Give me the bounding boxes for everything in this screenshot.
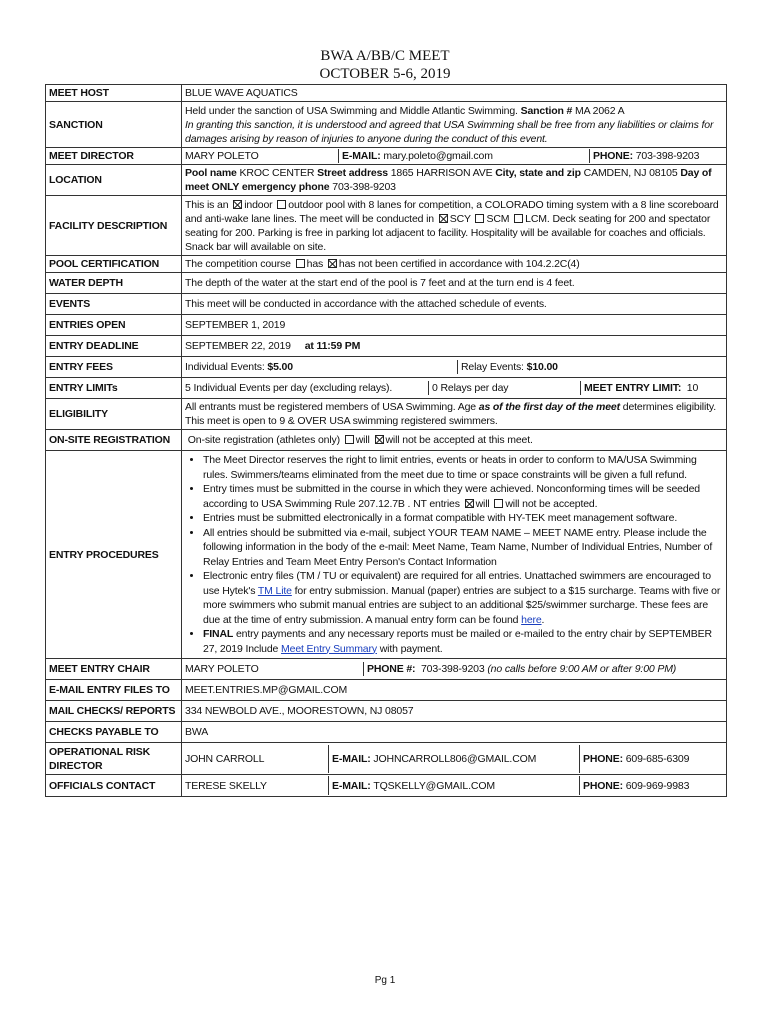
row-entry-limits: ENTRY LIMITs 5 Individual Events per day (excluding relays). 0 Relays per day MEET ENTRY LIMIT: 10	[46, 378, 727, 399]
row-location	[46, 165, 727, 196]
manual-entry-form-link[interactable]: here	[521, 613, 542, 626]
sanction-number: MA 2062 A	[575, 104, 625, 117]
meet-info-table	[45, 84, 727, 797]
row-pool-certification	[46, 256, 727, 273]
row-entry-deadline	[46, 336, 727, 357]
lcm-checkbox[interactable]	[514, 214, 523, 223]
tm-lite-link[interactable]: TM Lite	[257, 584, 292, 597]
entry-chair-phone: 703-398-9203	[420, 663, 485, 675]
sanction-disclaimer: In granting this sanction, it is understood and agreed that USA Swimming shall be free from any liabilities or claims for damages arising by reason of injuries to anyone during the conduct of this event.	[185, 118, 714, 145]
value-location: Pool name KROC CENTER Street address 1865 HARRISON AVE City, state and zip CAMDEN, NJ 08105 Day of meet ONLY emergency phone 703-398-9203	[182, 165, 727, 196]
list-item: • Entries must be submitted electronically in a format compatible with HY-TEK meet management software.	[203, 511, 723, 526]
entry-chair-name: MARY POLETO	[185, 663, 259, 675]
label-sanction: SANCTION	[46, 102, 182, 148]
label-meet-director: MEET DIRECTOR	[46, 148, 182, 165]
risk-director-phone: 609-685-6309	[625, 752, 690, 765]
outdoor-checkbox[interactable]	[277, 200, 286, 209]
officials-phone: 609-969-9983	[625, 779, 690, 792]
value-events: This meet will be conducted in accordance with the attached schedule of events.	[182, 294, 727, 315]
value-mail-checks: 334 NEWBOLD AVE., MOORESTOWN, NJ 08057	[182, 701, 727, 722]
value-email-entry-files: MEET.ENTRIES.MP@GMAIL.COM	[182, 680, 727, 701]
risk-director-email: JOHNCARROLL806@GMAIL.COM	[373, 752, 537, 765]
label-checks-payable: CHECKS PAYABLE TO	[46, 722, 182, 743]
value-water-depth: The depth of the water at the start end of the pool is 7 feet and at the turn end is 4 feet.	[182, 273, 727, 294]
label-facility: FACILITY DESCRIPTION	[46, 196, 182, 256]
label-mail-checks: MAIL CHECKS/ REPORTS	[46, 701, 182, 722]
value-entries-open: SEPTEMBER 1, 2019	[182, 315, 727, 336]
row-meet-director: MEET DIRECTOR MARY POLETO E-MAIL: mary.poleto@gmail.com PHONE: 703-398-9203	[46, 148, 727, 165]
row-onsite-registration	[46, 430, 727, 451]
meet-director-email: mary.poleto@gmail.com	[383, 150, 493, 162]
label-pool-certification: POOL CERTIFICATION	[46, 256, 182, 273]
relay-limit: 0 Relays per day	[428, 381, 577, 395]
value-facility: This is an indoor outdoor pool with 8 lanes for competition, a COLORADO timing system with a 8 line scoreboard and anti-wake lane lines. The meet will be conducted in SCY SCM LCM. Deck seating for 200 and spectator seating for 200. Parking is free in parking lot adjacent to facility. Hospitality will be available for coaches and officials. Snack bar will available on site.	[182, 196, 727, 256]
list-item: • Entry times must be submitted in the course in which they were achieved. Nonconforming times will be seeded according to USA Swimming Rule 207.12.7B . NT entries will will not be accepted.	[203, 482, 723, 511]
has-not-checkbox[interactable]	[328, 259, 337, 268]
label-entries-open: ENTRIES OPEN	[46, 315, 182, 336]
entry-deadline-date: SEPTEMBER 22, 2019	[185, 340, 291, 352]
label-onsite-registration: ON-SITE REGISTRATION	[46, 430, 182, 451]
risk-director-name: JOHN CARROLL	[185, 752, 265, 765]
label-risk-director: OPERATIONAL RISK DIRECTOR	[46, 743, 182, 775]
row-entries-open	[46, 315, 727, 336]
label-email-entry-files: E-MAIL ENTRY FILES TO	[46, 680, 182, 701]
individual-limit: 5 Individual Events per day (excluding relays).	[185, 382, 393, 394]
value-meet-host: BLUE WAVE AQUATICS	[182, 85, 727, 102]
label-entry-procedures: ENTRY PROCEDURES	[46, 451, 182, 659]
row-sanction	[46, 102, 727, 148]
value-sanction: Held under the sanction of USA Swimming and Middle Atlantic Swimming. Sanction # MA 2062 A In granting this sanction, it is understood and agreed that USA Swimming shall be free from any liabilities or claims for damages arising by reason of injuries to anyone during the conduct of this event.	[182, 102, 727, 148]
scm-checkbox[interactable]	[475, 214, 484, 223]
onsite-will-not-checkbox[interactable]	[375, 435, 384, 444]
label-officials-contact: OFFICIALS CONTACT	[46, 775, 182, 797]
value-checks-payable: BWA	[182, 722, 727, 743]
entry-procedures-list	[185, 453, 723, 656]
individual-fee: $5.00	[267, 361, 293, 373]
list-item: • All entries should be submitted via e-mail, subject YOUR TEAM NAME – MEET NAME entry. Please include the following information in the body of the e-mail: Meet Name, Team Name, Number of Individual Entries, Number of Relay Entries and Team Meet Entry Person's Contact Information	[203, 526, 723, 570]
row-entry-chair: MEET ENTRY CHAIR MARY POLETO PHONE #: 703-398-9203 (no calls before 9:00 AM or after 9:00 PM)	[46, 659, 727, 680]
meet-director-name: MARY POLETO	[185, 150, 259, 162]
entry-deadline-time: at 11:59 PM	[304, 340, 361, 352]
row-meet-host	[46, 85, 727, 102]
label-entry-limits: ENTRY LIMITs	[46, 378, 182, 399]
list-item: • FINAL entry payments and any necessary reports must be mailed or e-mailed to the entry chair by SEPTEMBER 27, 2019 Include Meet Entry Summary with payment.	[203, 627, 723, 656]
page-number: Pg 1	[374, 975, 396, 986]
row-eligibility	[46, 399, 727, 430]
value-entry-procedures	[182, 451, 727, 659]
row-entry-procedures	[46, 451, 727, 659]
title-line-1: BWA A/BB/C MEET	[320, 48, 450, 64]
onsite-will-checkbox[interactable]	[345, 435, 354, 444]
row-mail-checks	[46, 701, 727, 722]
label-location: LOCATION	[46, 165, 182, 196]
nt-will-checkbox[interactable]	[465, 499, 474, 508]
label-entry-deadline: ENTRY DEADLINE	[46, 336, 182, 357]
value-eligibility: All entrants must be registered members of USA Swimming. Age as of the first day of the meet determines eligibility. This meet is open to 9 & OVER USA swimming registered swimmers.	[182, 399, 727, 430]
officials-email: TQSKELLY@GMAIL.COM	[373, 779, 495, 792]
row-water-depth	[46, 273, 727, 294]
label-eligibility: ELIGIBILITY	[46, 399, 182, 430]
list-item: • Electronic entry files (TM / TU or equivalent) are required for all entries. Unattached swimmers are encouraged to use Hytek's TM Lite for entry submission. Manual (paper) entries are subject to a $15 surcharge. Teams with five or more swimmers who submit manual entries are subject to an additional $25/swimmer surcharge. These fees are due at the time of entry submission. A manual entry form can be found here.	[203, 569, 723, 627]
title-line-2: OCTOBER 5-6, 2019	[319, 66, 451, 82]
relay-fee: $10.00	[526, 361, 558, 373]
meet-director-phone: 703-398-9203	[635, 150, 700, 162]
label-entry-chair: MEET ENTRY CHAIR	[46, 659, 182, 680]
row-facility	[46, 196, 727, 256]
label-events: EVENTS	[46, 294, 182, 315]
row-risk-director: OPERATIONAL RISK DIRECTOR JOHN CARROLL E-MAIL: JOHNCARROLL806@GMAIL.COM PHONE: 609-685-6309	[46, 743, 727, 775]
list-item: • The Meet Director reserves the right to limit entries, events or heats in order to conform to MA/USA Swimming rules. Swimmers/teams eliminated from the meet due to time or space constraints will be given a full refund.	[203, 453, 723, 482]
row-events	[46, 294, 727, 315]
sanction-number-label: Sanction #	[520, 104, 573, 117]
value-onsite-registration: On-site registration (athletes only) will will not be accepted at this meet.	[182, 430, 727, 451]
row-checks-payable	[46, 722, 727, 743]
meet-entry-limit: 10	[686, 382, 699, 394]
officials-name: TERESE SKELLY	[185, 779, 267, 792]
label-water-depth: WATER DEPTH	[46, 273, 182, 294]
row-email-entry-files	[46, 680, 727, 701]
row-entry-fees: ENTRY FEES Individual Events: $5.00 Relay Events: $10.00	[46, 357, 727, 378]
has-checkbox[interactable]	[296, 259, 305, 268]
indoor-checkbox[interactable]	[233, 200, 242, 209]
meet-entry-summary-link[interactable]: Meet Entry Summary	[281, 642, 377, 655]
row-officials-contact: OFFICIALS CONTACT TERESE SKELLY E-MAIL: TQSKELLY@GMAIL.COM PHONE: 609-969-9983	[46, 775, 727, 797]
page-title	[0, 47, 770, 83]
label-meet-host: MEET HOST	[46, 85, 182, 102]
scy-checkbox[interactable]	[439, 214, 448, 223]
label-entry-fees: ENTRY FEES	[46, 357, 182, 378]
value-pool-certification: The competition course has has not been certified in accordance with 104.2.2C(4)	[182, 256, 727, 273]
nt-will-not-checkbox[interactable]	[494, 499, 503, 508]
